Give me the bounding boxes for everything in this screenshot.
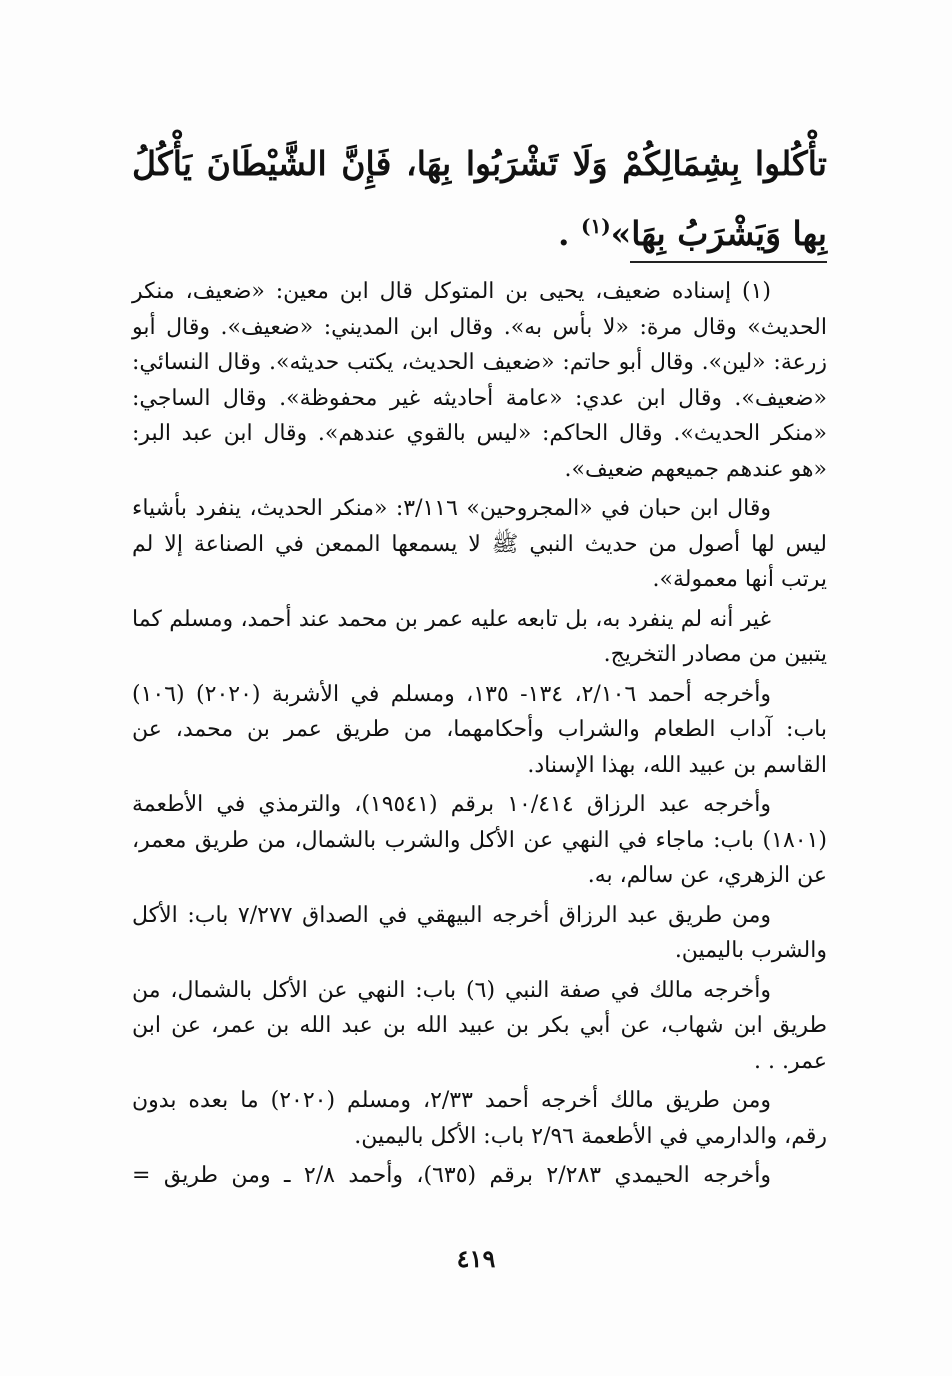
footnote-reference: (١) — [580, 214, 611, 238]
footnote-separator — [630, 261, 827, 263]
footnote-paragraph: وأخرجه عبد الرزاق ١٠/٤١٤ برقم (١٩٥٤١)، والترمذي في الأطعمة (١٨٠١) باب: ماجاء في النهي عن الأكل والشرب بالشمال، من طريق معمر، عن الزهري، عن سالم، به. — [132, 792, 827, 888]
footnote-paragraph: غير أنه لم ينفرد به، بل تابعه عليه عمر بن محمد عند أحمد، ومسلم كما يتبين من مصادر التخريج. — [132, 606, 827, 667]
footnotes-section — [132, 274, 827, 1198]
footnote-paragraph: ومن طريق عبد الرزاق أخرجه البيهقي في الصداق ٧/٢٧٧ باب: الأكل والشرب باليمين. — [132, 902, 827, 963]
main-text — [132, 129, 827, 269]
page-number: ٤١٩ — [456, 1244, 496, 1273]
footnote-paragraph: وأخرجه أحمد ٢/١٠٦، ١٣٤- ١٣٥، ومسلم في الأشربة (٢٠٢٠) (١٠٦) باب: آداب الطعام والشراب وأحكامهما، من طريق عمر بن محمد، عن القاسم بن عبيد الله، بهذا الإسناد. — [132, 681, 827, 778]
main-text-body: تأْكُلوا بِشِمَالِكُمْ وَلَا تَشْرَبُوا بِهَا، فَإِنَّ الشَّيْطَانَ يَأْكُلُ بِها وَيَشْرَبُ بِهَا» — [132, 144, 827, 253]
footnote-paragraph: (١) إسناده ضعيف، يحيى بن المتوكل قال ابن معين: «ضعيف، منكر الحديث» وقال مرة: «لا بأس به». وقال ابن المديني: «ضعيف». وقال أبو زرعة: «لين». وقال أبو حاتم: «ضعيف الحديث، يكتب حديثه». وقال النسائي: «ضعيف». وقال ابن عدي: «عامة أحاديثه غير محفوظة». وقال الساجي: «منكر الحديث». وقال الحاكم: «ليس بالقوي عندهم». وقال ابن عبد البر: «هو عندهم جميعهم ضعيف». — [132, 279, 828, 482]
main-text-end: . — [557, 214, 581, 253]
footnote-paragraph: وأخرجه مالك في صفة النبي (٦) باب: النهي عن الأكل بالشمال، من طريق ابن شهاب، عن أبي بكر بن عبيد الله بن عبد الله بن عمر، عن ابن عمر. . . — [132, 977, 827, 1074]
footnote-paragraph: وقال ابن حبان في «المجروحين» ٣/١١٦: «منكر الحديث، ينفرد بأشياء ليس لها أصول من حديث النبي ﷺ لا يسمعها الممعن في الصناعة إلا لم يرتب أنها معمولة». — [132, 496, 828, 592]
footnote-paragraph: ومن طريق مالك أخرجه أحمد ٢/٣٣، ومسلم (٢٠٢٠) ما بعده بدون رقم، والدارمي في الأطعمة ٢/٩٦ باب: الأكل باليمين. — [132, 1088, 827, 1149]
footnote-paragraph: وأخرجه الحيمدي ٢/٢٨٣ برقم (٦٣٥)، وأحمد ٢/٨ ـ ومن طريق = — [132, 1163, 771, 1188]
